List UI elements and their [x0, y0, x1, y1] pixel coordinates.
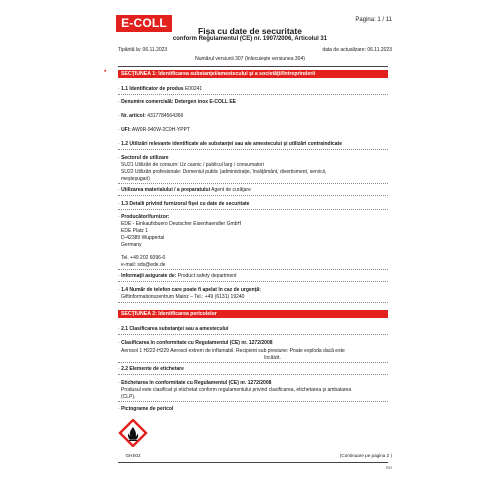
- page-number: Pagina: 1 / 11: [355, 17, 392, 23]
- section-1-heading: SECŢIUNEA 1: Identificarea substanţei/amestecului şi a societăţii/întreprinderii: [118, 70, 388, 78]
- pictograms-heading: · Pictograme de pericol: [118, 406, 174, 412]
- revision-marker: *: [104, 70, 107, 76]
- dotted-divider: [118, 302, 388, 303]
- flame-icon: [118, 419, 148, 447]
- dotted-divider: [118, 94, 388, 95]
- language-code: RO: [386, 465, 392, 470]
- company-logo: E-COLL: [116, 15, 172, 32]
- dotted-divider: [118, 149, 388, 150]
- producer-telephone: Tel. +49 202 6096-0: [121, 255, 166, 261]
- classification-regulation: · Clasificarea în conformitate cu Regulamentul (CE) nr. 1272/2008: [118, 340, 273, 346]
- dotted-divider: [118, 281, 388, 282]
- dotted-divider: [118, 209, 388, 210]
- sector-su22-continued: meşteşugari): [121, 176, 150, 182]
- classification-heading: · 2.1 Clasificarea substanţei sau a amestecului: [118, 326, 229, 332]
- dotted-divider: [118, 374, 388, 375]
- sector-of-use-label: · Sectorul de utilizare: [118, 155, 169, 161]
- ghs02-pictogram: [118, 419, 148, 458]
- dotted-divider: [118, 334, 388, 335]
- labelling-text-continued: (CLP).: [121, 394, 136, 400]
- dotted-divider: [118, 195, 388, 196]
- relevant-uses-heading: · 1.2 Utilizări relevante identificate ale substanţei sau ale amestecului şi utilizări contraindicate: [118, 141, 342, 147]
- sector-su22: SU22 Utilizări profesionale: Domeniul public (administraţie, învăţământ, divertisment, servicii,: [121, 169, 327, 175]
- section-2-heading: SECŢIUNEA 2: Identificarea pericolelor: [118, 310, 388, 318]
- material-use: · Utilizarea materialului / a preparatului Agent de curăţare: [118, 187, 251, 193]
- print-date: Tipărită la: 06.11.2023: [118, 47, 168, 53]
- aerosol-hazard-statement: Aerosol 1 H222-H229 Aerosol extrem de inflamabil. Recipient sub presiune: Poate exploda dacă este: [121, 348, 345, 354]
- producer-line-4: Germany: [121, 242, 142, 248]
- producer-line-1: EDE - Einkaufsbuero Deutscher Eisenhaendler GmbH: [121, 221, 242, 227]
- dotted-divider: [118, 269, 388, 270]
- emergency-phone-value: Giftinformationszentrum Mainz – Tel.: +49 (6131) 19240: [121, 294, 245, 300]
- update-date: data de actualizare: 06.11.2023: [322, 47, 392, 53]
- dotted-divider: [118, 183, 388, 184]
- producer-line-2: EDE Platz 1: [121, 228, 148, 234]
- product-identifier: · 1.1 Identificator de produs E00241: [118, 86, 203, 92]
- supplier-details-heading: · 1.3 Detalii privind furnizorul fişei cu date de securitate: [118, 201, 250, 207]
- producer-label: · Producător/furnizor:: [118, 214, 170, 220]
- document-title: Fişa cu date de securitate: [198, 26, 302, 36]
- trade-name: · Denumire comercială: Detergen inox E-COLL EE: [118, 99, 237, 105]
- footer-divider: [118, 462, 388, 463]
- continued-note: (Continuare pe pagina 2 ): [339, 453, 392, 458]
- sector-su21: SU21 Utilizări de consum: Uz casnic / publicul larg / consumatori: [121, 162, 264, 168]
- document-subtitle: conform Regulamentul (CE) nr. 1907/2006, Articolul 31: [172, 36, 328, 42]
- article-number: · Nr. articol: 4317784564366: [118, 113, 184, 119]
- labelling-regulation: · Etichetarea în conformitate cu Regulamentul (CE) nr. 1272/2008: [118, 380, 272, 386]
- pictogram-code: GHS02: [125, 453, 141, 458]
- dotted-divider: [118, 362, 388, 363]
- labelling-text: Produsul este clasificat şi etichetat conform regulamentului privind clasificarea, etichetarea şi ambalarea: [121, 387, 352, 393]
- aerosol-hazard-statement-continued: încălzit.: [264, 355, 281, 361]
- producer-line-3: D-42389 Wuppertal: [121, 235, 165, 241]
- dotted-divider: [118, 401, 388, 402]
- producer-email: e-mail: sds@ede.de: [121, 262, 166, 268]
- header-divider: [118, 66, 388, 67]
- version-number: Numărul versiunii 307 (înlocuieşte versiunea 304): [195, 56, 305, 62]
- emergency-phone-heading: · 1.4 Număr de telefon care poate fi apelat în caz de urgenţă:: [118, 287, 261, 293]
- label-elements-heading: · 2.2 Elemente de etichetare: [118, 366, 184, 372]
- ufi-code: · UFI: AW0R-940W-2C0H-YPPT: [118, 127, 190, 133]
- information-provider: · Informaţii asigurate de: Product safety department: [118, 273, 237, 279]
